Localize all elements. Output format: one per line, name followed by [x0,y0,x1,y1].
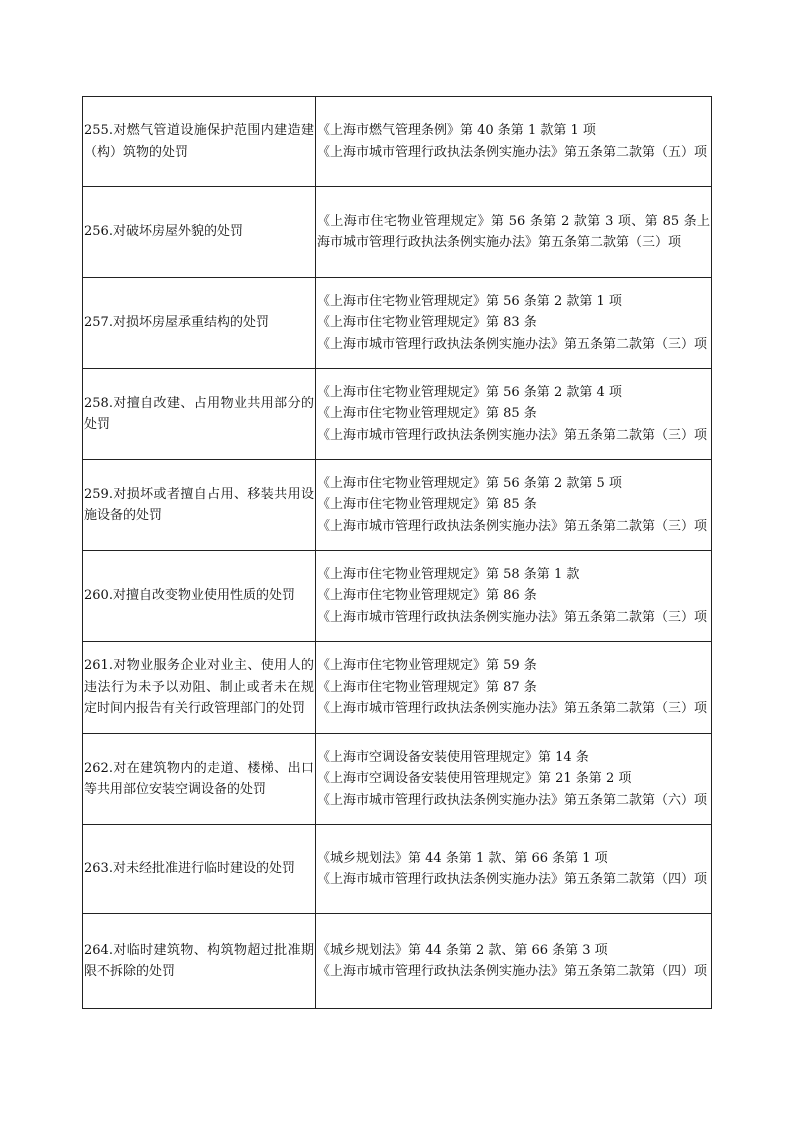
legal-basis-line: 《上海市城市管理行政执法条例实施办法》第五条第二款第（四）项 [317,964,708,979]
legal-basis-line: 《上海市住宅物业管理规定》第 85 条 [317,406,537,422]
legal-basis [316,734,712,825]
legal-basis [316,369,712,460]
legal-basis-line: 《上海市城市管理行政执法条例实施办法》第五条第二款第（五）项 [317,144,708,160]
table-row [83,642,712,734]
penalty-item: 261.对物业服务企业对业主、使用人的违法行为未予以劝阻、制止或者未在规定时间内报告有关行政管理部门的处罚 [83,642,316,734]
table-row [83,187,712,278]
legal-basis [316,97,712,187]
legal-basis [316,914,712,1009]
penalty-item: 259.对损坏或者擅自占用、移装共用设施设备的处罚 [83,460,316,551]
legal-basis [316,187,712,278]
legal-basis-line: 《城乡规划法》第 44 条第 2 款、第 66 条第 3 项 [317,942,608,958]
legal-basis-line: 《上海市城市管理行政执法条例实施办法》第五条第二款第（三）项 [317,701,708,717]
legal-basis [316,642,712,734]
legal-basis-line: 《上海市城市管理行政执法条例实施办法》第五条第二款第（六）项 [317,792,708,808]
legal-basis-line: 《上海市城市管理行政执法条例实施办法》第五条第二款第（三）项 [317,609,708,625]
penalty-item: 264.对临时建筑物、构筑物超过批准期限不拆除的处罚 [83,914,316,1009]
legal-basis-line: 《上海市住宅物业管理规定》第 85 条 [317,497,537,513]
legal-basis-line: 《上海市城市管理行政执法条例实施办法》第五条第二款第（三）项 [317,518,708,534]
penalty-table [82,96,712,1009]
penalty-item: 256.对破坏房屋外貌的处罚 [83,187,316,278]
table-row [83,914,712,1009]
legal-basis-line: 《上海市住宅物业管理规定》第 56 条第 2 款第 3 项、第 85 条上海市城市管理行政执法条例实施办法》第五条第二款第（三）项 [317,213,710,250]
legal-basis-line: 《上海市燃气管理条例》第 40 条第 1 款第 1 项 [317,123,596,138]
table-row [83,734,712,825]
penalty-item: 263.对未经批准进行临时建设的处罚 [83,825,316,914]
legal-basis-line: 《上海市住宅物业管理规定》第 83 条 [317,315,537,331]
table-row [83,825,712,914]
penalty-item: 257.对损坏房屋承重结构的处罚 [83,278,316,369]
table-row [83,460,712,551]
penalty-item: 260.对擅自改变物业使用性质的处罚 [83,551,316,642]
table-row [83,97,712,187]
legal-basis-line: 《上海市住宅物业管理规定》第 56 条第 2 款第 4 项 [317,384,622,400]
legal-basis-line: 《上海市住宅物业管理规定》第 59 条 [317,658,537,674]
legal-basis-line: 《上海市住宅物业管理规定》第 87 条 [317,679,537,695]
legal-basis-line: 《上海市住宅物业管理规定》第 56 条第 2 款第 5 项 [317,475,622,491]
legal-basis-line: 《上海市住宅物业管理规定》第 58 条第 1 款 [317,566,580,582]
penalty-item: 262.对在建筑物内的走道、楼梯、出口等共用部位安装空调设备的处罚 [83,734,316,825]
legal-basis-line: 《上海市城市管理行政执法条例实施办法》第五条第二款第（三）项 [317,336,708,352]
penalty-item: 258.对擅自改建、占用物业共用部分的处罚 [83,369,316,460]
legal-basis-line: 《上海市空调设备安装使用管理规定》第 21 条第 2 项 [317,771,632,787]
legal-basis-line: 《城乡规划法》第 44 条第 1 款、第 66 条第 1 项 [317,850,608,866]
penalty-item: 255.对燃气管道设施保护范围内建造建（构）筑物的处罚 [83,97,316,187]
legal-basis-line: 《上海市住宅物业管理规定》第 86 条 [317,588,537,604]
legal-basis-line: 《上海市空调设备安装使用管理规定》第 14 条 [317,749,589,765]
table-row [83,278,712,369]
table-row [83,369,712,460]
legal-basis [316,825,712,914]
legal-basis-line: 《上海市城市管理行政执法条例实施办法》第五条第二款第（三）项 [317,427,708,443]
legal-basis-line: 《上海市城市管理行政执法条例实施办法》第五条第二款第（四）项 [317,872,708,887]
legal-basis [316,551,712,642]
table-row [83,551,712,642]
legal-basis-line: 《上海市住宅物业管理规定》第 56 条第 2 款第 1 项 [317,293,622,309]
legal-basis [316,460,712,551]
legal-basis [316,278,712,369]
table-body [83,97,712,1009]
